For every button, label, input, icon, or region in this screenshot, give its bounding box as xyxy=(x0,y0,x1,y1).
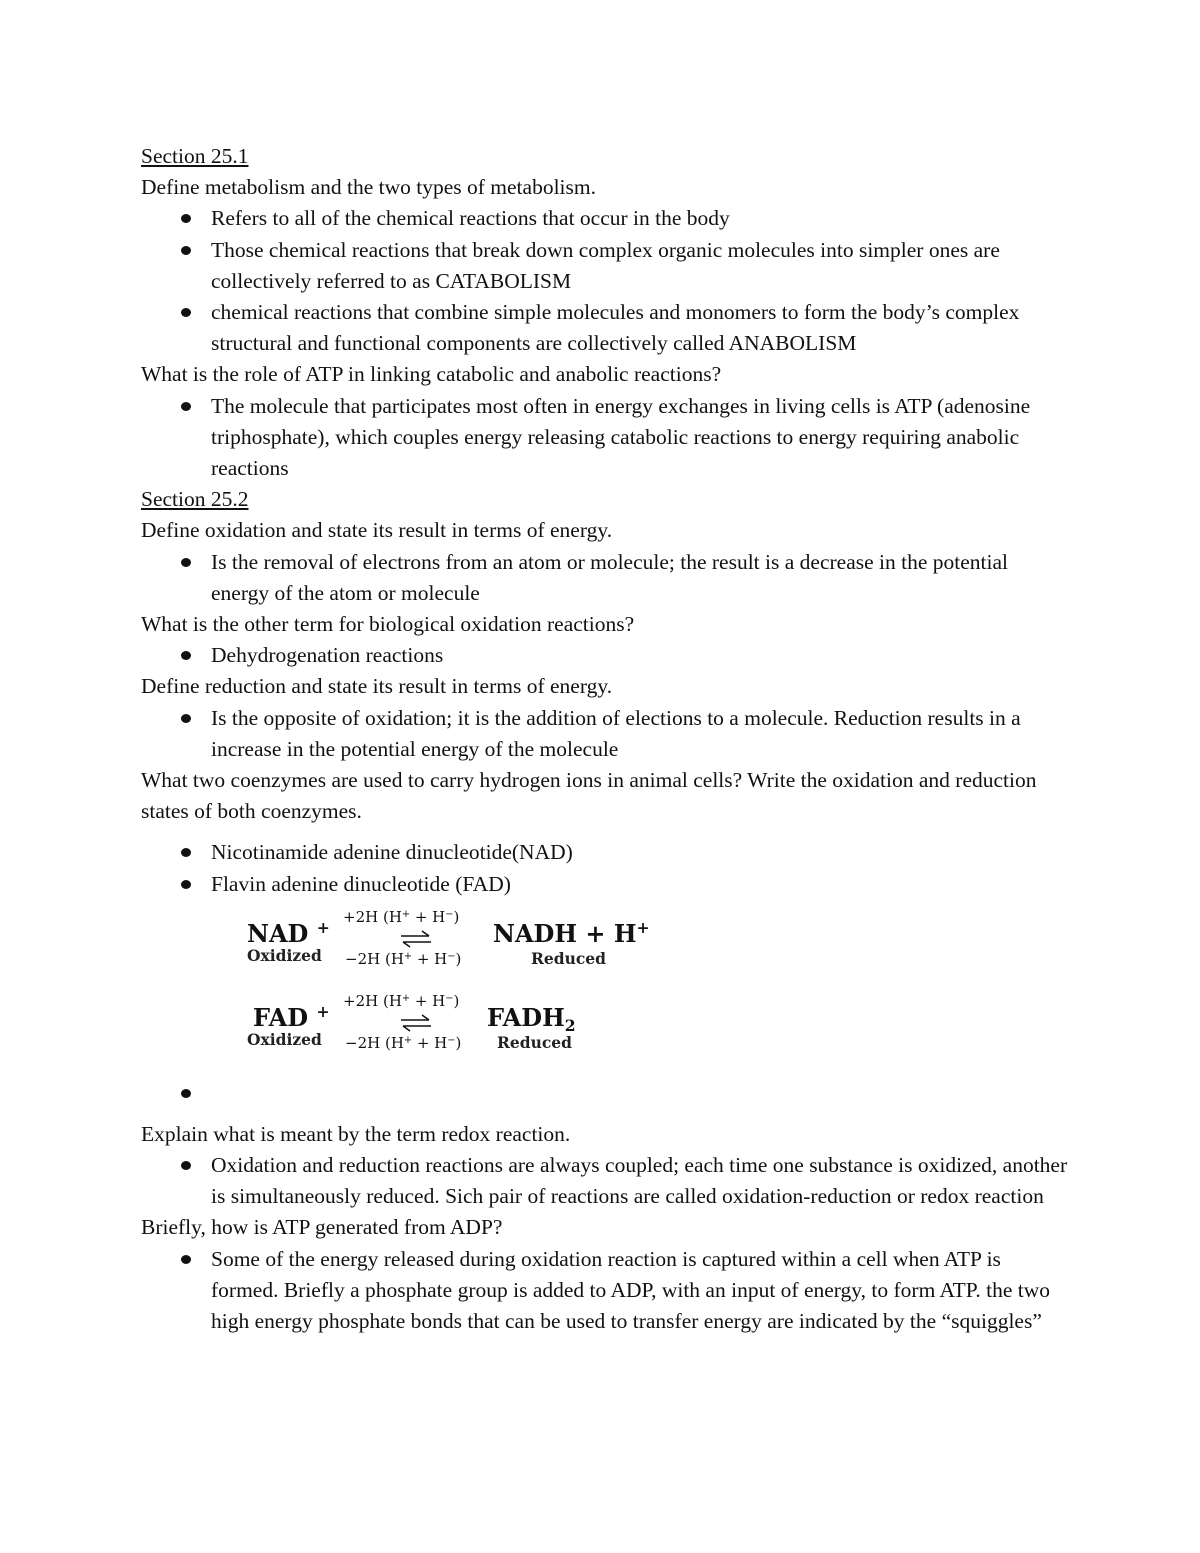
equilibrium-arrows-icon xyxy=(399,930,433,948)
fad-reduced-label: Reduced xyxy=(497,1032,572,1052)
list-item: Flavin adenine dinucleotide (FAD) xyxy=(141,869,1071,900)
answer-list-oxidation xyxy=(141,547,1071,609)
list-item: Oxidation and reduction reactions are always coupled; each time one substance is oxidized, another is simultaneously reduced. Sich pair of reactions are called oxidation-reduction or redox reaction xyxy=(141,1150,1071,1212)
fad-oxidized-label: Oxidized xyxy=(247,1029,322,1049)
list-item: Dehydrogenation reactions xyxy=(141,640,1071,671)
nad-reverse-label: −2H (H+ + H−) xyxy=(345,949,462,968)
answer-list-metabolism xyxy=(141,203,1071,359)
nad-equation xyxy=(247,907,650,994)
fad-reactant: FAD + xyxy=(253,1002,330,1032)
question-atp-role: What is the role of ATP in linking catabolic and anabolic reactions? xyxy=(141,362,722,387)
list-item-empty xyxy=(141,1078,1071,1109)
fad-product: FADH2 xyxy=(487,1002,576,1035)
answer-list-atp-role xyxy=(141,391,1071,485)
question-define-reduction: Define reduction and state its result in terms of energy. xyxy=(141,674,613,699)
fad-equation xyxy=(247,991,647,1078)
nad-oxidized-label: Oxidized xyxy=(247,945,322,965)
document-page xyxy=(141,141,1071,1337)
nad-forward-label: +2H (H+ + H−) xyxy=(343,907,460,926)
equilibrium-arrows-icon xyxy=(399,1014,433,1032)
list-item: Is the opposite of oxidation; it is the addition of elections to a molecule. Reduction results in a increase in the potential energy of the molecule xyxy=(141,703,1071,765)
question-other-term: What is the other term for biological oxidation reactions? xyxy=(141,612,635,637)
empty-bullet-list xyxy=(141,1078,1071,1109)
fad-forward-label: +2H (H+ + H−) xyxy=(343,991,460,1010)
fad-reverse-label: −2H (H+ + H−) xyxy=(345,1033,462,1052)
nad-reduced-label: Reduced xyxy=(531,948,606,968)
spacer xyxy=(141,1109,1071,1119)
list-item: Nicotinamide adenine dinucleotide(NAD) xyxy=(141,837,1071,868)
answer-list-other-term xyxy=(141,640,1071,671)
list-item: Is the removal of electrons from an atom or molecule; the result is a decrease in the potential energy of the atom or molecule xyxy=(141,547,1071,609)
answer-list-reduction xyxy=(141,703,1071,765)
list-item: Some of the energy released during oxidation reaction is captured within a cell when ATP is formed. Briefly a phosphate group is added to ADP, with an input of energy, to form ATP. the two high energy phosphate bonds that can be used to transfer energy are indicated by the “squiggles” xyxy=(141,1244,1071,1338)
question-redox: Explain what is meant by the term redox reaction. xyxy=(141,1121,571,1146)
question-atp-generation: Briefly, how is ATP generated from ADP? xyxy=(141,1215,503,1240)
answer-list-atp-generation xyxy=(141,1244,1071,1338)
question-coenzymes: What two coenzymes are used to carry hydrogen ions in animal cells? Write the oxidation and reduction states of both coenzymes. xyxy=(141,768,1037,824)
question-define-oxidation: Define oxidation and state its result in terms of energy. xyxy=(141,518,613,543)
list-item: The molecule that participates most often in energy exchanges in living cells is ATP (adenosine triphosphate), which couples energy releasing catabolic reactions to energy requiring anabolic reactions xyxy=(141,391,1071,485)
spacer xyxy=(141,827,1071,837)
list-item: Those chemical reactions that break down complex organic molecules into simpler ones are collectively referred to as CATABOLISM xyxy=(141,235,1071,297)
list-item: chemical reactions that combine simple molecules and monomers to form the body’s complex structural and functional components are collectively called ANABOLISM xyxy=(141,297,1071,359)
nad-product: NADH + H+ xyxy=(493,918,650,948)
section-25-2-heading: Section 25.2 xyxy=(141,487,249,512)
nad-reactant: NAD + xyxy=(247,918,330,948)
list-item: Refers to all of the chemical reactions that occur in the body xyxy=(141,203,1071,234)
answer-list-coenzymes xyxy=(141,837,1071,899)
section-25-1-heading: Section 25.1 xyxy=(141,144,249,168)
question-define-metabolism: Define metabolism and the two types of metabolism. xyxy=(141,175,596,200)
answer-list-redox xyxy=(141,1150,1071,1212)
coenzyme-equations-figure xyxy=(211,900,1071,1078)
